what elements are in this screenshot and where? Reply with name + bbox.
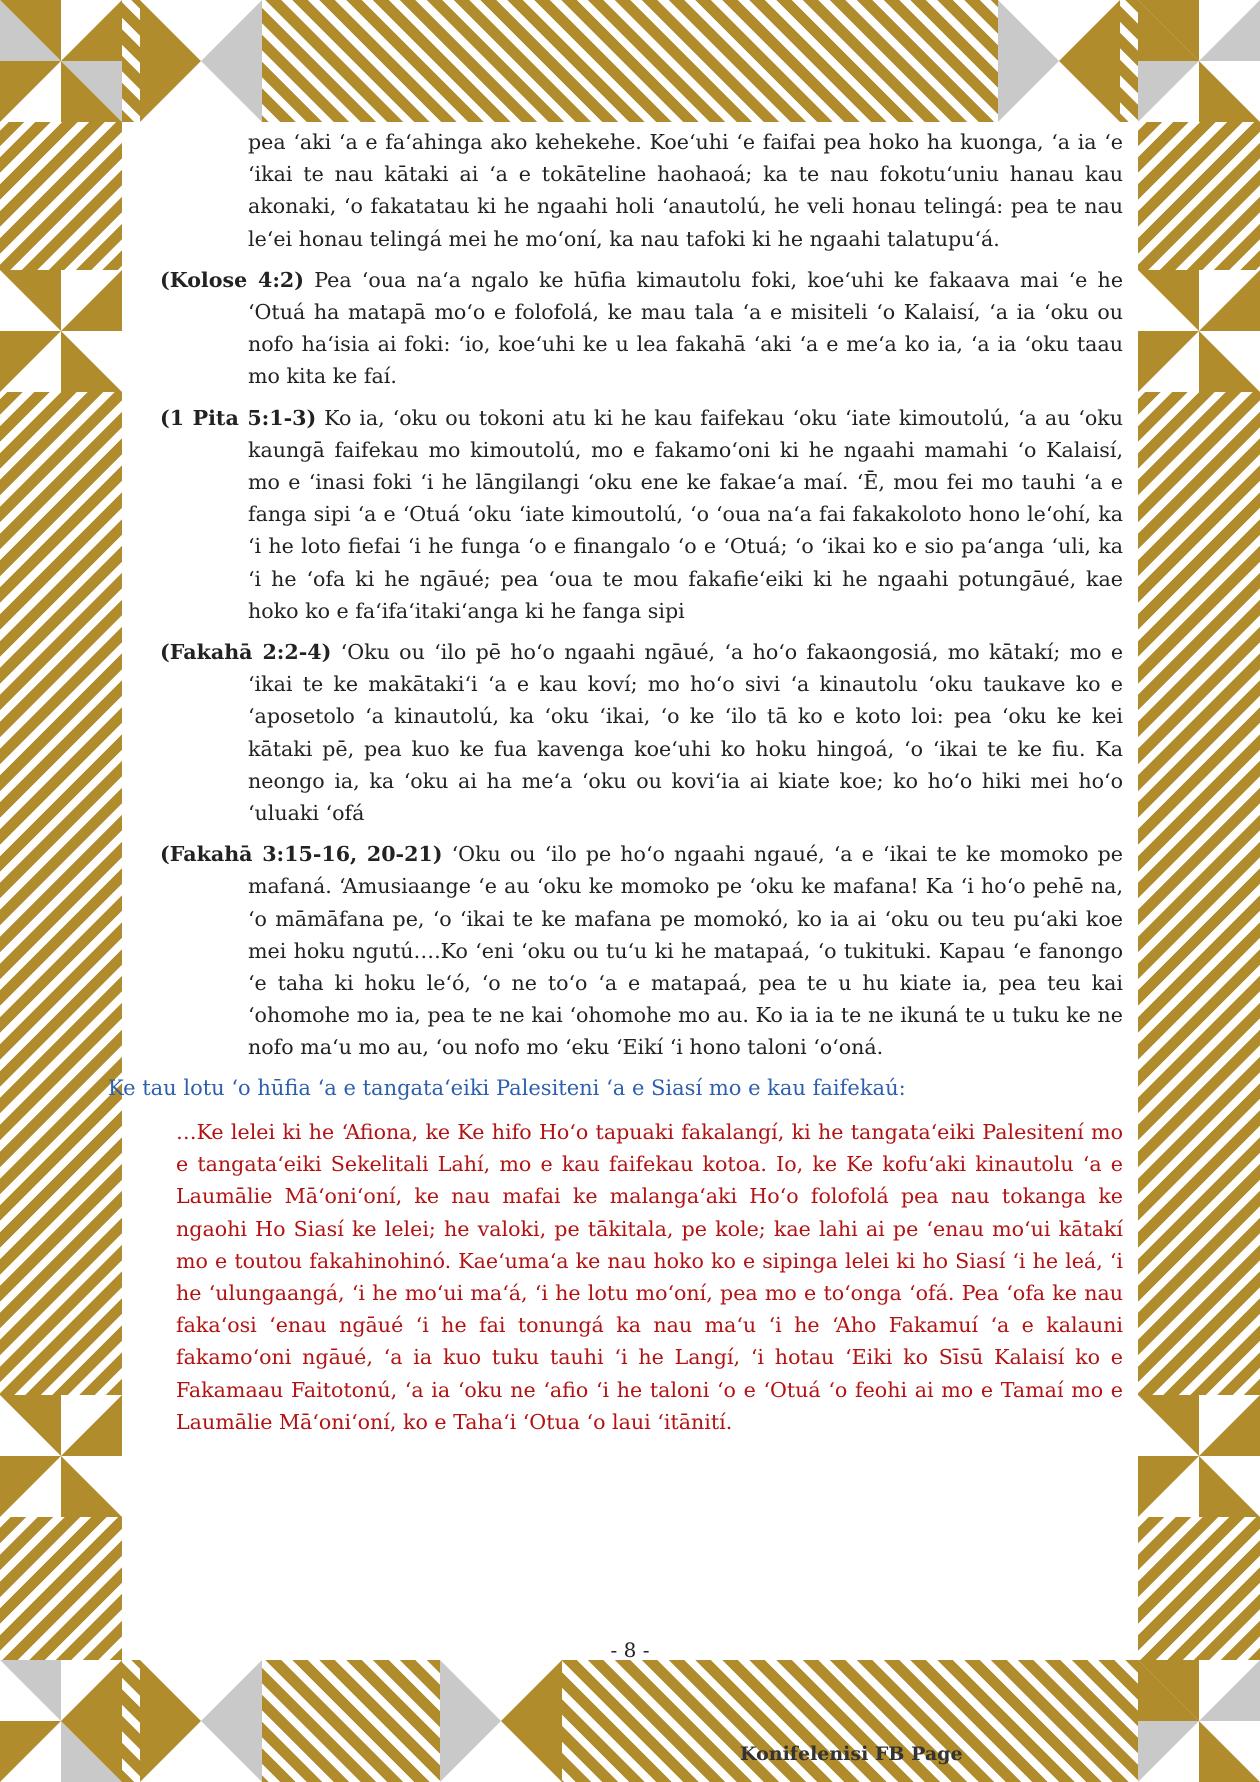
side-tile-right-lower (1138, 1395, 1260, 1517)
corner-tile-bottom-left (0, 1660, 122, 1782)
verse-1-pita (160, 402, 1123, 627)
bottom-tile-middle (440, 1660, 562, 1782)
top-tile-left (140, 0, 262, 122)
corner-tile-top-left (0, 0, 122, 122)
verse-text: ʻOku ou ʻilo pē hoʻo ngaahi ngāué, ʻa hoʻo fakaongosiá, mo kātakí; mo e ʻikai te ke makātakiʻi ʻa e kau koví; mo hoʻo sivi ʻa kinautolu ʻoku taukave ko e ʻaposetolo ʻa kinautolú, ka ʻoku ʻikai, ʻo ke ʻilo tā ko e koto loi: pea ʻoku ke kei kātaki pē, pea kuo ke fua kavenga koeʻuhi ko hoku hingoá, ʻo ʻikai te ke fiu. Ka neongo ia, ka ʻoku ai ha meʻa ʻoku ou koviʻia ai kiate koe; ko hoʻo hiki mei hoʻo ʻuluaki ʻofá (248, 640, 1124, 826)
intro-paragraph: pea ʻaki ʻa e faʻahinga ako kehekehe. Koeʻuhi ʻe faifai pea hoko ha kuonga, ʻa ia ʻe ʻikai te nau kātaki ai ʻa e tokāteline haohaoá; ka te nau fokotuʻuniu hanau kau akonaki, ʻo fakatatau ki he ngaahi holi ʻanautolú, he veli honau telingá: pea te nau leʻei honau telingá mei he moʻoní, ka nau tafoki ki he ngaahi talatupuʻá. (248, 130, 1123, 251)
verse-fakaha-2 (160, 636, 1124, 829)
page-content (108, 126, 1124, 1438)
side-tile-right-upper (1138, 270, 1260, 392)
verse-fakaha-3 (160, 838, 1123, 1063)
prayer-paragraph: …Ke lelei ki he ʻAfiona, ke Ke hifo Hoʻo tapuaki fakalangí, ki he tangataʻeiki Palesitení mo e tangataʻeiki Sekelitali Lahí, mo e kau faifekau kotoa. Io, ke Ke kofuʻaki kinautolu ʻa e Laumālie Māʻoniʻoní, ke nau mafai ke malangaʻaki Hoʻo folofolá pea nau tokanga ke ngaohi Ho Siasí ke lelei; he valoki, pe tākitala, pe kole; kae lahi ai pe ʻenau moʻui kātakí mo e toutou fakahinohinó. Kaeʻumaʻa ke nau hoko ko e sipinga lelei ki ho Siasí ʻi he leá, ʻi he ʻulungaangá, ʻi he moʻui maʻá, ʻi he lotu moʻoní, pea mo e toʻonga ʻofá. Pea ʻofa ke nau fakaʻosi ʻenau ngāué ʻi he fai tonungá ka nau maʻu ʻi he ʻAho Fakamuí ʻa e kalauni fakamoʻoni ngāué, ʻa ia kuo tuku tauhi ʻi he Langí, ʻi hotau ʻEiki ko Sīsū Kalaisí ko e Fakamaau Faitotonú, ʻa ia ʻoku ne ʻafio ʻi he taloni ʻo e ʻOtuá ʻo feohi ai mo e Tamaí mo e Laumālie Māʻoniʻoní, ko e Tahaʻi ʻOtua ʻo laui ʻitānití. (176, 1119, 1123, 1434)
footer-credit: Konifelenisi FB Page (740, 1743, 963, 1765)
corner-tile-bottom-right (1138, 1660, 1260, 1782)
prayer-heading: Ke tau lotu ʻo hūfia ʻa e tangataʻeiki Palesiteni ʻa e Siasí mo e kau faifekaú: (108, 1075, 906, 1100)
verse-text: ʻOku ou ʻilo pe hoʻo ngaahi ngaué, ʻa e ʻikai te ke momoko pe mafaná. ʻAmusiaange ʻe au ʻoku ke momoko pe ʻoku ke mafana! Ka ʻi hoʻo pehē na, ʻo māmāfana pe, ʻo ʻikai te ke mafana pe momokó, ko ia ai ʻoku ou teu puʻaki koe mei hoku ngutú….Ko ʻeni ʻoku ou tuʻu ki he matapaá, ʻo tukituki. Kapau ʻe fanongo ʻe taha ki hoku leʻó, ʻo ne toʻo ʻa e matapaá, pea te u hu kiate ia, pea teu kai ʻohomohe mo ia, pea te ne kai ʻohomohe mo au. Ko ia ia te ne ikuná te u tuku ke ne nofo maʻu mo au, ʻou nofo mo ʻeku ʻEikí ʻi hono taloni ʻoʻoná. (248, 842, 1123, 1060)
verse-text: Ko ia, ʻoku ou tokoni atu ki he kau faifekau ʻoku ʻiate kimoutolú, ʻa au ʻoku kaungā faifekau mo kimoutolú, mo e fakamoʻoni ki he ngaahi mamahi ʻo Kalaisí, mo e ʻinasi foki ʻi he lāngilangi ʻoku ene ke fakaeʻa maí. ʻĒ, mou fei mo tauhi ʻa e fanga sipi ʻa e ʻOtuá ʻoku ʻiate kimoutolú, ʻo ʻoua naʻa fai fakakoloto hono leʻohí, ka ʻi he loto fiefai ʻi he funga ʻo e finangalo ʻo e ʻOtuá; ʻo ʻikai ko e sio paʻanga ʻuli, ka ʻi he ʻofa ki he ngāué; pea ʻoua te mou fakafieʻeiki ki he ngaahi potungāué, kae hoko ko e faʻifaʻitakiʻanga ki he fanga sipi (248, 405, 1123, 623)
verse-reference: (Fakahā 3:15-16, 20-21) (160, 842, 443, 867)
side-tile-left-lower (0, 1395, 122, 1517)
verse-reference: (Kolose 4:2) (160, 267, 305, 292)
corner-tile-top-right (1138, 0, 1260, 122)
page-number: - 8 - (610, 1638, 650, 1662)
top-tile-right (998, 0, 1120, 122)
side-tile-left-upper (0, 270, 122, 392)
bottom-tile-left (140, 1660, 262, 1782)
verse-text: Pea ʻoua naʻa ngalo ke hūfia kimautolu foki, koeʻuhi ke fakaava mai ʻe he ʻOtuá ha matapā moʻo e folofolá, ke mau tala ʻa e misiteli ʻo Kalaisí, ʻa ia ʻoku ou nofo haʻisia ai foki: ʻio, koeʻuhi ke u lea fakahā ʻaki ʻa e meʻa ko ia, ʻa ia ʻoku taau mo kita ke faí. (248, 267, 1124, 389)
verse-kolose (160, 264, 1124, 393)
verse-reference: (Fakahā 2:2-4) (160, 640, 332, 665)
verse-reference: (1 Pita 5:1-3) (160, 405, 317, 430)
